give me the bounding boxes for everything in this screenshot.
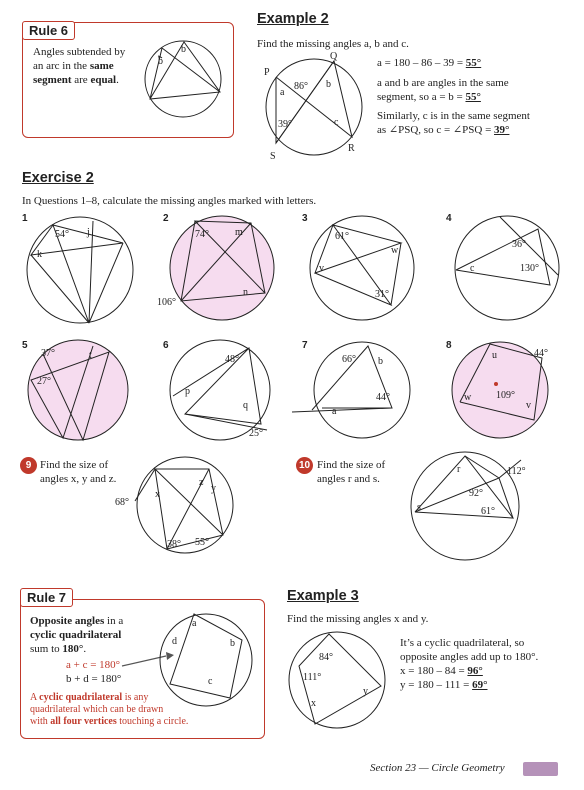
q2-diagram [157,215,280,330]
exercise2-instructions: In Questions 1–8, calculate the missing angles marked with letters. [22,195,317,207]
q8-number: 8 [446,340,452,351]
rule7-note3c: touching a circle. [116,716,189,727]
q4-36: 36° [512,239,526,250]
rule6-line1: Angles subtended by [33,46,126,58]
rule7-opposite: Opposite angles [30,615,105,627]
example2-heading: Example 2 [257,11,329,27]
q5-number: 5 [22,340,28,351]
q4-number: 4 [446,213,452,224]
q1-54: 54° [55,229,69,240]
q7-b: b [378,356,383,367]
q3-61: 61° [335,231,349,242]
q10-number: 10 [296,457,313,474]
rule7-tag: Rule 7 [20,588,73,607]
rule6-text [33,45,143,87]
example3-solution [400,636,580,692]
q4-diagram [450,215,565,330]
q9-y: y [211,483,216,494]
example3-diagram [285,630,395,730]
example2-diagram [262,51,372,165]
example2-solution [377,56,577,137]
q9-diagram [115,455,245,565]
q3-v: v [319,263,324,274]
ex3-84: 84° [319,652,333,663]
q3-31: 31° [375,289,389,300]
rule7-a: a [192,618,197,629]
rule6-same: same [89,60,114,72]
example3-prompt: Find the missing angles x and y. [287,613,429,625]
example2-prompt: Find the missing angles a, b and c. [257,38,409,50]
q10-s: s [417,502,421,513]
ex3-line3: x = 180 – 84 = [400,665,468,677]
section-tab [523,762,558,776]
q4-c: c [470,263,475,274]
ex2-R: R [348,143,355,154]
rule7-cyclic: cyclic quadrilateral [30,629,122,641]
q9-number: 9 [20,457,37,474]
q6-48: 48° [225,354,239,365]
q9-55: 55° [195,537,209,548]
rule7-eq2: b + d = 180° [66,673,122,685]
q9-38: 38° [167,539,181,550]
q5-27: 27° [37,376,51,387]
q1-number: 1 [22,213,28,224]
q7-44: 44° [376,392,390,403]
q2-106: 106° [157,297,176,308]
q8-u: u [492,350,497,361]
q10-text [317,458,385,486]
q10-61: 61° [481,506,495,517]
rule6-label-b2: b [181,44,186,55]
rule7-c: c [208,676,213,687]
q7-number: 7 [302,340,308,351]
q3-number: 3 [302,213,308,224]
rule7-eq1: a + c = 180° [66,659,121,671]
ex3-line4: y = 180 – 111 = [400,679,473,691]
ex2-line1: a = 180 – 86 – 39 = [377,57,466,69]
rule7-in-a: in a [104,615,124,627]
rule6-line2: an arc in the [33,60,90,72]
q3-diagram [305,215,420,330]
ex2-39: 39° [278,119,292,130]
ex2-a: a [280,87,285,98]
rule7-note1c: is any [122,692,149,703]
ex2-S: S [270,151,276,162]
q9-x: x [155,489,160,500]
q5-37: 37° [41,348,55,359]
rule6-tag: Rule 6 [22,21,75,40]
rule6-segment: segment [33,74,72,86]
ex3-line2: opposite angles add up to 180°. [400,651,539,663]
q6-number: 6 [163,340,169,351]
q10-r: r [457,464,461,475]
q8-v: v [526,400,531,411]
rule7-180: 180° [62,643,84,655]
ex3-ans1: 96° [467,665,483,677]
q5-t: t [89,350,92,361]
rule7-diagram [160,612,260,712]
q7-diagram [292,340,407,455]
q6-diagram [165,340,280,455]
q2-m: m [235,227,243,238]
q1-diagram [23,215,138,330]
rule7-note1a: A [30,692,40,703]
ex3-ans2: 69° [472,679,488,691]
q10-92: 92° [469,488,483,499]
q10-112: 112° [507,466,526,477]
q4-130: 130° [520,263,539,274]
rule7-note3b: all four vertices [50,716,117,727]
rule6-label-b1: b [158,56,163,67]
rule6-diagram [140,34,230,124]
rule7-sum: sum to [30,643,63,655]
ex2-c: c [334,117,339,128]
ex2-line3b: as ∠PSQ, so c = ∠PSQ = [377,124,495,136]
rule7-note3a: with [30,716,51,727]
ex2-line2a: a and b are angles in the same [377,77,509,89]
q7-66: 66° [342,354,356,365]
ex2-P: P [264,67,270,78]
q10-line1: Find the size of [317,459,386,471]
q2-n: n [243,287,248,298]
rule7-b: b [230,638,235,649]
ex2-ans1: 55° [465,57,482,69]
exercise2-heading: Exercise 2 [22,170,94,186]
rule7-dot: . [83,643,87,655]
ex2-b: b [326,79,331,90]
ex2-ans3: 39° [494,124,510,136]
q9-line1: Find the size of [40,459,109,471]
rule7-note1b: cyclic quadrilateral [39,692,123,703]
ex3-y: y [363,686,368,697]
ex2-Q: Q [330,51,338,62]
ex3-111: 111° [303,672,322,683]
ex2-line3a: Similarly, c is in the same segment [377,110,530,122]
q6-p: p [185,386,190,397]
rule7-d: d [172,636,177,647]
ex2-line2b: segment, so a = b = [377,91,466,103]
q1-j: j [87,227,90,238]
q7-a: a [332,406,337,417]
q9-text [40,458,116,486]
q8-diagram [450,340,565,455]
ex2-ans2: 55° [465,91,481,103]
ex2-86: 86° [294,81,308,92]
q2-74: 74° [195,229,209,240]
q3-w: w [391,245,399,256]
q8-44: 44° [534,348,548,359]
q1-k: k [37,249,42,260]
rule7-text [30,614,170,656]
q8-w: w [464,392,472,403]
q8-109: 109° [496,390,515,401]
q6-q: q [243,400,248,411]
rule7-note2: quadrilateral which can be drawn [30,704,164,715]
q10-line2: angles r and s. [317,473,380,485]
rule6-dot: . [116,74,119,86]
ex3-x: x [311,698,316,709]
footer-text: Section 23 — Circle Geometry [370,762,505,774]
ex3-line1: It’s a cyclic quadrilateral, so [400,637,525,649]
q9-z: z [199,477,204,488]
q9-68: 68° [115,497,129,508]
q9-line2: angles x, y and z. [40,473,117,485]
rule6-equal: equal [90,74,117,86]
example3-heading: Example 3 [287,588,359,604]
q10-diagram [395,450,555,565]
q2-number: 2 [163,213,169,224]
rule6-are: are [71,74,91,86]
q5-diagram [23,340,138,455]
q6-25: 25° [249,428,263,439]
